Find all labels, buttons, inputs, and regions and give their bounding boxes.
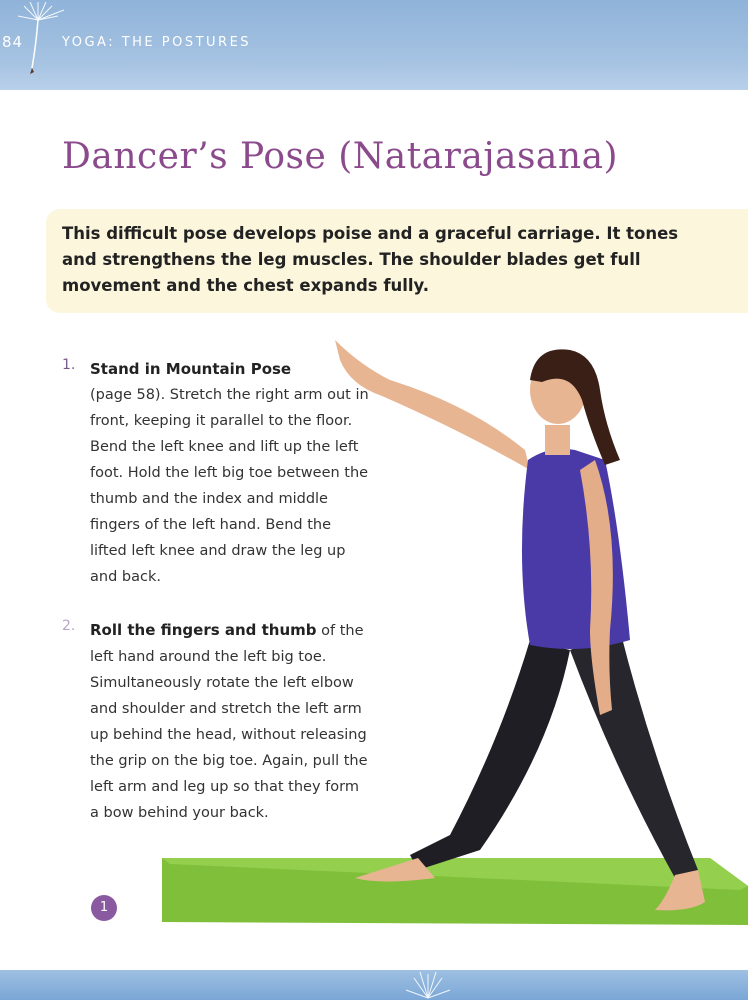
figure-leg-left: [410, 640, 570, 870]
step-heading: Stand in Mountain Pose: [90, 360, 292, 378]
step-heading: Roll the fingers and thumb: [90, 621, 317, 639]
section-title: YOGA: THE POSTURES: [62, 35, 252, 50]
intro-text: This difficult pose develops poise and a graceful carriage. It tones and strengthens the leg muscles. The shoulder blades get full movement and the chest expands fully.: [62, 224, 679, 295]
footer-band: [0, 970, 748, 1000]
step-text: of the left hand around the left big toe. Simultaneously rotate the left elbow and shoulder and stretch the left arm up behind the head, without releasing the grip on the big toe. Again, pull the left arm and leg up so that they form a bow behind your back.: [90, 623, 368, 821]
figure-badge: 1: [91, 895, 117, 921]
page-number: 84: [2, 33, 24, 51]
step-number: 2.: [62, 618, 76, 634]
dandelion-icon: [400, 968, 456, 1000]
step-text: (page 58). Stretch the right arm out in front, keeping it parallel to the floor. Bend the left knee and lift up the left foot. Hold the left big toe between the thumb and the index and middle fingers of the left hand. Bend the lifted left knee and draw the leg up and back.: [90, 387, 369, 585]
yoga-figure-illustration: [150, 330, 748, 930]
figure-top: [522, 449, 630, 649]
figure-arm-right: [335, 340, 530, 470]
page-title: Dancer’s Pose (Natarajasana): [62, 136, 619, 177]
step-number: 1.: [62, 357, 76, 373]
intro-box: [46, 209, 748, 313]
header-band: [0, 0, 748, 90]
figure-leg-right: [570, 630, 698, 878]
